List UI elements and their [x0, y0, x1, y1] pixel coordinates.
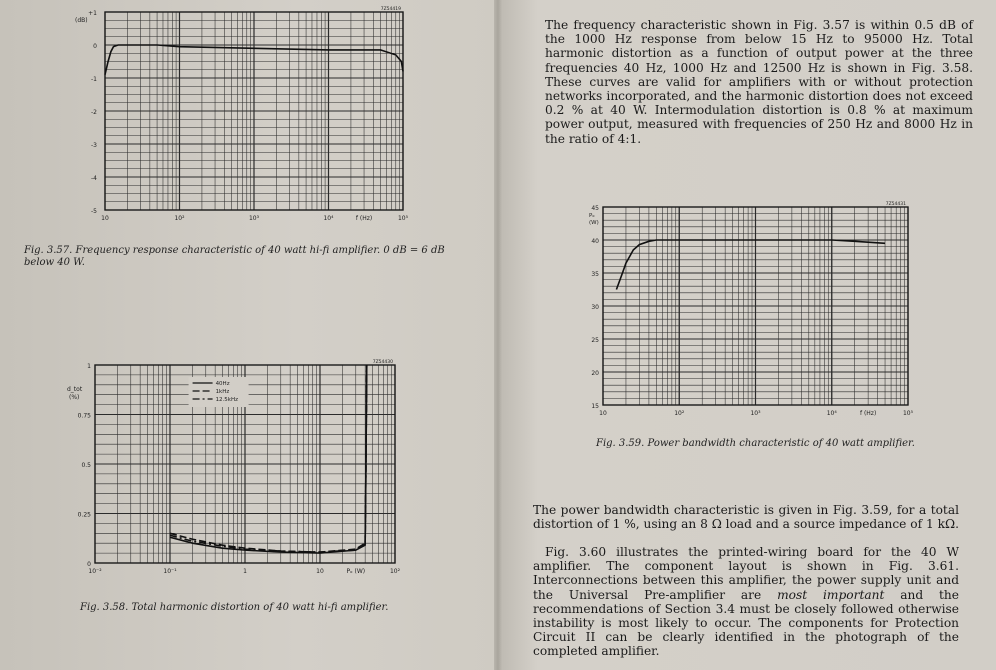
fig358-y-tick-label: 0.5 — [81, 462, 91, 469]
fig358-legend-label-2: 1kHz — [215, 389, 230, 395]
fig357-y-tick-label: -5 — [91, 208, 97, 215]
fig-357-caption-line-1: Fig. 3.57. Frequency response characteristic of 40 watt hi-fi amplifier. 0 dB = 6 dB — [24, 245, 445, 256]
emphasis-most-important: most important — [777, 587, 885, 602]
fig358-y-tick-label: 1 — [87, 363, 91, 370]
fig357-x-unit: f (Hz) — [355, 215, 373, 222]
fig358-y-unit-percent: (%) — [69, 394, 80, 401]
fig-357-caption-line-2: below 40 W. — [24, 257, 85, 268]
fig358-x-tick-label: Pₒ (W) — [346, 568, 366, 575]
fig358-x-tick-label: 10⁻² — [88, 568, 102, 575]
fig359-y-tick-label: 45 — [591, 205, 599, 212]
fig359-y-tick-label: 40 — [591, 238, 599, 245]
fig-359-caption: Fig. 3.59. Power bandwidth characteristic of 40 watt amplifier. — [596, 438, 915, 449]
fig359-y-tick-label: 30 — [591, 304, 599, 311]
fig359-y-tick-label: 20 — [591, 370, 599, 377]
fig357-y-tick-label: -2 — [91, 109, 97, 116]
fig-358-chart — [50, 355, 410, 595]
fig358-legend-label-3: 12.5kHz — [215, 397, 239, 403]
book-spine — [494, 0, 502, 670]
fig357-x-tick-label: 10⁵ — [397, 215, 409, 222]
fig-359-chart — [580, 195, 930, 425]
fig359-x-tick-label: 10² — [674, 410, 685, 417]
fig358-y-unit-symbol: d_tot — [67, 386, 83, 393]
fig359-x-tick-label: f (Hz) — [859, 410, 877, 417]
fig357-y-tick-label: -4 — [91, 175, 97, 182]
fig-357-caption — [24, 245, 464, 269]
fig357-code: 7Z54419 — [380, 7, 401, 12]
fig357-x-tick-label: 10⁴ — [323, 215, 334, 222]
fig358-x-tick-label: 10 — [316, 568, 324, 575]
paragraph-frequency-characteristic: The frequency characteristic shown in Fig. 3.57 is within 0.5 dB of the 1000 Hz response from below 15 Hz to 95000 Hz. Total harmonic distortion as a function of output power at the three frequencies 40 Hz, 1000 Hz and 12500 Hz is shown in Fig. 3.58. These curves are valid for amplifiers with or without protection networks incorporated, and the harmonic distortion does not exceed 0.2 % at 40 W. Intermodulation distortion is 0.8 % at maximum power output, measured with frequencies of 250 Hz and 8000 Hz in the ratio of 4:1. — [545, 18, 973, 146]
fig-357-chart — [60, 0, 420, 235]
fig357-x-tick-label: 10³ — [248, 215, 260, 222]
fig359-y-tick-label: 25 — [591, 337, 599, 344]
fig359-x-tick-label: 10³ — [750, 410, 761, 417]
fig358-x-tick-label: 10⁻¹ — [163, 568, 177, 575]
fig359-x-tick-label: 10⁵ — [902, 410, 914, 417]
fig359-y-tick-label: 15 — [591, 403, 599, 410]
fig358-y-tick-label: 0.25 — [77, 511, 91, 519]
fig358-code: 7Z54430 — [372, 360, 393, 365]
paragraph-printed-wiring — [533, 545, 959, 659]
paragraph-printed-wiring-part-2: and the recommendations of Section 3.4 must be closely followed otherwise instability is most likely to occur. The components for Protection Circuit II can be clearly identified in the photograph of the completed amplifier. — [533, 587, 959, 659]
fig359-code: 7Z54431 — [885, 202, 906, 207]
fig359-y-unit-symbol: Pₒ — [589, 213, 595, 219]
fig359-y-tick-label: 35 — [591, 271, 599, 278]
paragraph-power-bandwidth: The power bandwidth characteristic is given in Fig. 3.59, for a total distortion of 1 %, using an 8 Ω load and a source impedance of 1 kΩ. — [533, 503, 959, 532]
fig357-y-tick-label: -1 — [91, 76, 97, 83]
fig358-y-tick-label: 0 — [87, 561, 91, 568]
fig357-y-unit: (dB) — [75, 17, 88, 24]
fig-358-caption: Fig. 3.58. Total harmonic distortion of 40 watt hi-fi amplifier. — [80, 602, 389, 613]
fig359-x-tick-label: 10⁴ — [826, 410, 837, 417]
fig359-series-line-1 — [616, 240, 885, 290]
fig358-x-tick-label: 1 — [243, 568, 247, 575]
fig357-y-tick-label: 0 — [93, 43, 97, 50]
fig359-y-unit-watts: (W) — [589, 220, 599, 226]
paragraph-printed-wiring-part-1: Fig. 3.60 illustrates the printed-wiring board for the 40 W amplifier. The component layout is shown in Fig. 3.61. Interconnections between this amplifier, the power supply unit and the Universal Pre-amplifier are — [533, 545, 959, 602]
fig357-x-tick-label: 10² — [174, 215, 185, 222]
fig357-y-tick-label: -3 — [91, 142, 97, 149]
fig358-x-tick-label: 10² — [389, 568, 401, 575]
fig357-x-tick-label: 10 — [101, 215, 109, 222]
fig358-legend-label-1: 40Hz — [215, 381, 230, 387]
fig359-x-tick-label: 10 — [599, 410, 607, 417]
fig358-y-tick-label: 0.75 — [77, 412, 91, 420]
fig357-y-tick-label: +1 — [88, 10, 97, 17]
